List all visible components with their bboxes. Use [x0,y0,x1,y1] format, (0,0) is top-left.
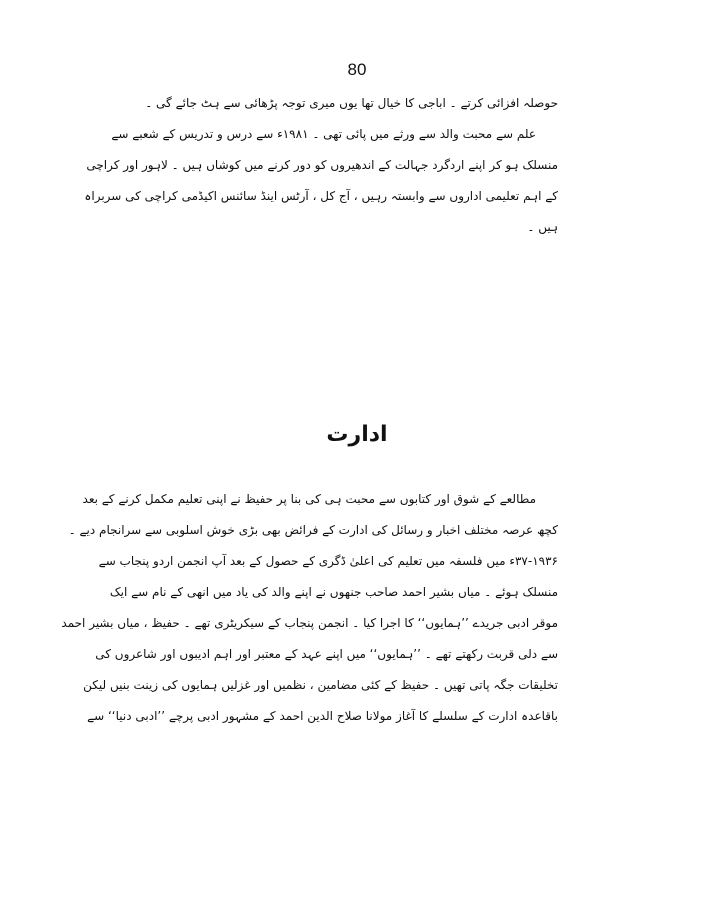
text-line: تخلیقات جگہ پاتی تھیں ۔ حفیظ کے کئی مضامین ، نظمیں اور غزلیں ہمایوں کی زینت بنیں لیکن [83,678,558,692]
text-line: کے اہم تعلیمی اداروں سے وابستہ رہیں ، آج کل ، آرٹس اینڈ سائنس اکیڈمی کراچی کی سربراہ [84,189,558,203]
text-line: علم سے محبت والد سے ورثے میں پائی تھی ۔ ۱۹۸۱ء سے درس و تدریس کے شعبے سے [111,127,536,141]
text-line: مطالعے کے شوق اور کتابوں سے محبت ہی کی بنا پر حفیظ نے اپنی تعلیم مکمل کرنے کے بعد [82,492,536,506]
page-number: 80 [347,60,367,79]
text-line: کچھ عرصہ مختلف اخبار و رسائل کی ادارت کے فرائض بھی بڑی خوش اسلوبی سے سرانجام دیے ۔ [68,523,558,537]
section-paragraph [61,484,558,732]
text-line: باقاعدہ ادارت کے سلسلے کا آغاز مولانا صلاح الدین احمد کے مشہور ادبی پرچے ’’ادبی دنیا‘‘ سے [87,709,558,723]
text-line: ۳۷-۱۹۳۶ء میں فلسفہ میں تعلیم کی اعلیٰ ڈگری کے حصول کے بعد آپ انجمن اردو پنجاب سے [98,554,558,568]
text-line: سے دلی قربت رکھتے تھے ۔ ’’ہمایوں‘‘ میں اپنے عہد کے معتبر اور اہم ادیبوں اور شاعروں کی [95,647,558,661]
text-line: حوصلہ افزائی کرتے ۔ اباجی کا خیال تھا یوں میری توجہ پڑھائی سے ہٹ جائے گی ۔ [145,96,558,110]
text-line: ہیں ۔ [527,220,558,234]
text-line: منسلک ہوئے ۔ میاں بشیر احمد صاحب جنھوں نے اپنے والد کی یاد میں انھی کے نام سے ایک [109,585,558,599]
intro-paragraph [84,88,558,243]
text-line: منسلک ہو کر اپنے اردگرد جہالت کے اندھیروں کو دور کرنے میں کوشاں ہیں ۔ لاہور اور کراچی [86,158,558,172]
section-title: ادارت [326,422,388,447]
text-line: موقر ادبی جریدے ’’ہمایوں‘‘ کا اجرا کیا ۔ انجمن پنجاب کے سیکریٹری تھے ۔ حفیظ ، میاں بشیر احمد [61,616,558,630]
